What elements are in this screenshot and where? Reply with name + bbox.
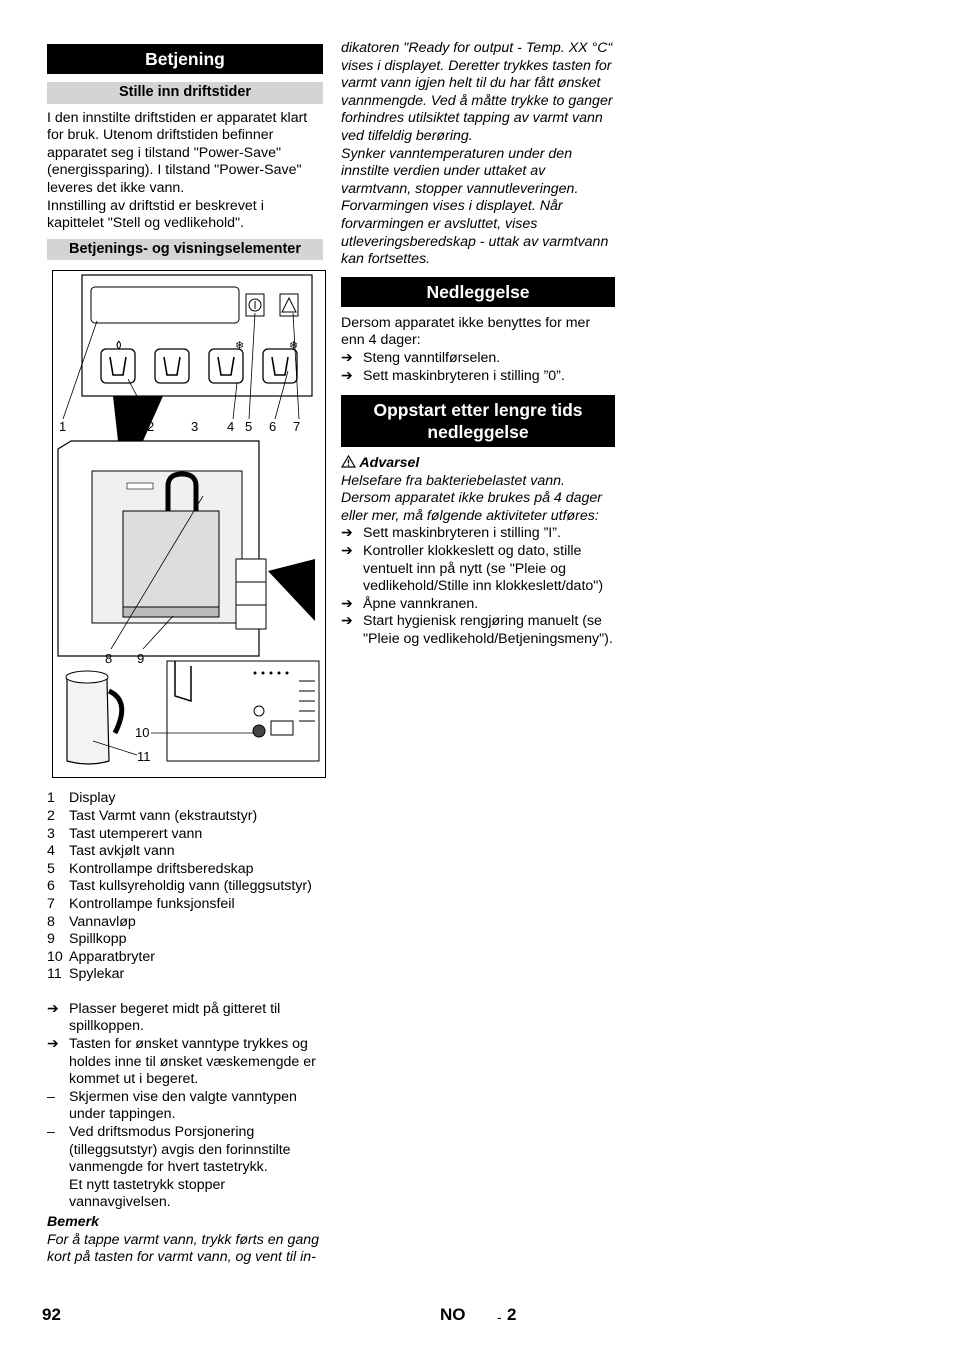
water-dispenser-body [58, 441, 266, 656]
section-title-oppstart: Oppstart etter lengre tids nedleggelse [341, 395, 615, 447]
step-item: ➔ Start hygienisk rengjøring manuelt (se "Pleie og vedlikehold/Betjeningsmeny"). [341, 613, 613, 648]
fig-number-8: 8 [105, 651, 113, 667]
step-item: ➔ Plasser begeret midt på gitteret til spillkoppen. [47, 1000, 281, 1035]
display-shape [91, 287, 239, 323]
page-number: 92 [42, 1305, 61, 1324]
note-label: Bemerk [47, 1214, 100, 1230]
svg-text:❄: ❄ [235, 339, 245, 353]
step-list [47, 1001, 323, 1212]
note-continuation-2: Synker vanntemperaturen under den innstilte verdien under uttaket av varmtvann, stopper vannutleveringen. Forvarmingen vises i displayet. Når forvarmingen er avsluttet, vises utleveringsberedskap - uttak av varmtvann kan fortsettes. [341, 145, 609, 268]
step-item: – Skjermen vise den valgte vanntypen under tappingen. [47, 1088, 297, 1123]
key-cold-water [209, 339, 244, 383]
warning-label: Advarsel [359, 455, 420, 472]
language-code: NO [440, 1305, 466, 1324]
subsection-title-driftstider: Stille inn driftstider [47, 82, 323, 104]
key-hot-water [101, 341, 135, 383]
legend-item: 6 Tast kullsyreholdig vann (tilleggsutstyr) [47, 878, 312, 895]
step-item: ➔ Kontroller klokkeslett og dato, stille ventuelt inn på nytt (se "Pleie og vedlikehold/Stille inn klokkeslett/dato") [341, 543, 604, 595]
note-text: For å tappe varmt vann, trykk førts en gang kort på tasten for varmt vann, og vent til in- [47, 1231, 320, 1266]
sub-page-number: 2 [507, 1305, 517, 1324]
switch-closeup [167, 661, 319, 761]
fig-number-3: 3 [191, 419, 199, 435]
left-column [47, 40, 323, 1267]
device-illustration [53, 271, 325, 777]
legend-item: 9 Spillkopp [47, 931, 127, 948]
legend-item: 1 Display [47, 790, 116, 807]
section-title-betjening: Betjening [47, 44, 323, 74]
fig-number-2: 2 [147, 419, 155, 435]
fig-number-7: 7 [293, 419, 301, 435]
fig-number-6: 6 [269, 419, 277, 435]
rinse-jug [66, 671, 122, 764]
right-column [341, 40, 615, 649]
legend-item: 5 Kontrollampe driftsberedskap [47, 860, 254, 877]
step-item: ➔ Steng vanntilførselen. [341, 349, 501, 366]
fig-number-4: 4 [227, 419, 235, 435]
fig-number-9: 9 [137, 651, 145, 667]
warning-text: Helsefare fra bakteriebelastet vann. Dersom apparatet ikke brukes på 4 dager eller mer, må følgende aktiviteter utføres: [341, 472, 603, 524]
legend-item: 8 Vannavløp [47, 913, 136, 930]
step-item: ➔ Tasten for ønsket vanntype trykkes og holdes inne til ønsket væskemengde er kommet ut i begeret. [47, 1036, 316, 1088]
legend-item: 11 Spylekar [47, 966, 125, 983]
paragraph-driftstid: I den innstilte driftstiden er apparatet klart for bruk. Utenom driftstiden befinner apparatet seg i tilstand "Power-Save" (energissparing). I tilstand "Power-Save" leveres det ikke vann. [47, 109, 308, 196]
legend-item: 10 Apparatbryter [47, 948, 155, 965]
warning-label-line [341, 455, 615, 473]
step-item: ➔ Åpne vannkranen. [341, 595, 479, 612]
device-figure [52, 270, 326, 778]
legend-item: 2 Tast Varmt vann (ekstrautstyr) [47, 807, 258, 824]
key-sparkling-water [263, 339, 298, 383]
step-item: ➔ Sett maskinbryteren i stilling ”I”. [341, 525, 561, 542]
legend-item: 4 Tast avkjølt vann [47, 843, 175, 860]
paragraph-innstilling: Innstilling av driftstid er beskrevet i kapittelet "Stell og vedlikehold". [47, 197, 264, 232]
warning-icon [341, 455, 356, 468]
footer-separator: - [497, 1309, 502, 1325]
fig-number-1: 1 [59, 419, 67, 435]
key-ambient-water [155, 349, 189, 383]
legend-item: 3 Tast utemperert vann [47, 825, 203, 842]
paragraph-nedleggelse-intro: Dersom apparatet ikke benyttes for mer enn 4 dager: [341, 314, 591, 349]
legend-item: 7 Kontrollampe funksjonsfeil [47, 895, 235, 912]
fig-number-10: 10 [135, 725, 150, 741]
subsection-title-elementer: Betjenings- og visningselementer [47, 239, 323, 261]
fig-number-11: 11 [137, 749, 151, 765]
svg-text:❄: ❄ [289, 339, 299, 353]
zoom-wedge-2 [268, 559, 315, 621]
note-continuation-1: dikatoren "Ready for output - Temp. XX °C“ vises i displayet. Deretter trykkes tasten for varmt vann igjen helt til du har fått ønsket vannmengde. Ved å måtte trykke to ganger forhindres utilsiktet tapping av varmt vann ved tilfeldig berøring. [341, 40, 613, 144]
fig-number-5: 5 [245, 419, 253, 435]
legend-list [47, 790, 323, 984]
warning-triangle-icon [282, 298, 296, 312]
step-item: – Ved driftsmodus Porsjonering (tilleggsutstyr) avgis den forinnstilte vanmengde for hvert tastetrykk. [47, 1124, 291, 1176]
step-item: Et nytt tastetrykk stopper vannavgivelsen. [69, 1176, 226, 1211]
step-item: ➔ Sett maskinbryteren i stilling ”0”. [341, 367, 565, 384]
section-title-nedleggelse: Nedleggelse [341, 277, 615, 307]
